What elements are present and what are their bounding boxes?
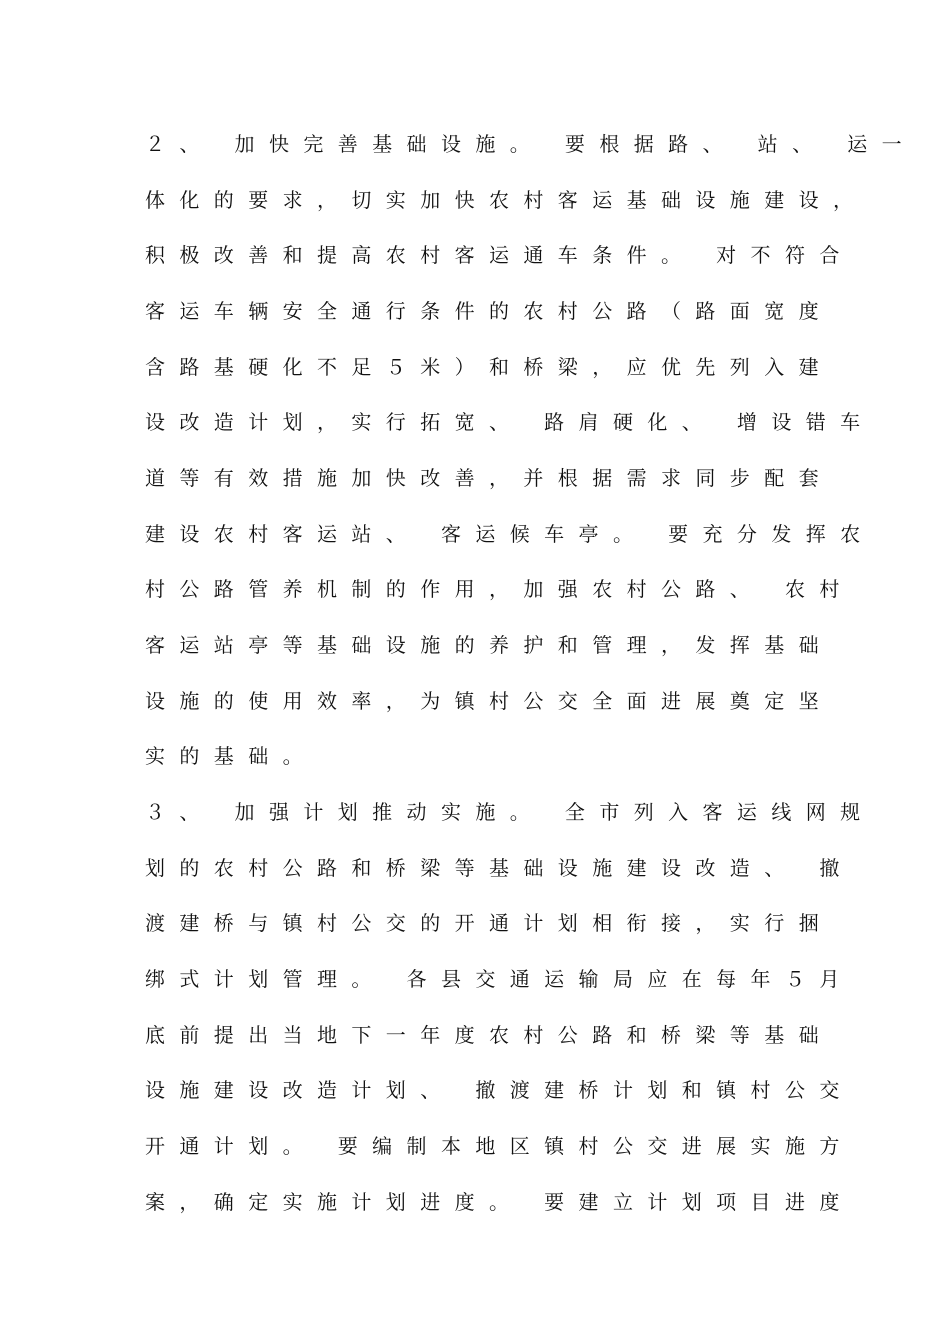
paragraph-2-line-12: 实的基础。 (145, 744, 317, 768)
paragraph-3-line-4: 绑式计划管理。 各县交通运输局应在每年５月 (145, 967, 854, 991)
paragraph-3-line-8: 案，确定实施计划进度。 要建立计划项目进度 (145, 1190, 854, 1214)
paragraph-2-line-2: 体化的要求，切实加快农村客运基础设施建设， (145, 188, 868, 212)
paragraph-3-line-5: 底前提出当地下一年度农村公路和桥梁等基础 (145, 1023, 833, 1047)
paragraph-2-line-6: 设改造计划，实行拓宽、 路肩硬化、 增设错车 (145, 410, 875, 434)
paragraph-3-line-1: ３、 加强计划推动实施。 全市列入客运线网规 (145, 800, 875, 824)
paragraph-2-line-10: 客运站亭等基础设施的养护和管理，发挥基础 (145, 633, 833, 657)
paragraph-3-line-2: 划的农村公路和桥梁等基础设施建设改造、 撤 (145, 856, 854, 880)
paragraph-2-line-3: 积极改善和提高农村客运通车条件。 对不符合 (145, 243, 854, 267)
paragraph-2-line-1: ２、 加快完善基础设施。 要根据路、 站、 运一 (145, 132, 917, 156)
paragraph-3-line-6: 设施建设改造计划、 撤渡建桥计划和镇村公交 (145, 1078, 854, 1102)
paragraph-2-line-11: 设施的使用效率，为镇村公交全面进展奠定坚 (145, 689, 833, 713)
paragraph-2-line-9: 村公路管养机制的作用，加强农村公路、 农村 (145, 577, 854, 601)
paragraph-2-line-5: 含路基硬化不足５米）和桥梁，应优先列入建 (145, 355, 833, 379)
paragraph-2-line-8: 建设农村客运站、 客运候车亭。 要充分发挥农 (145, 522, 875, 546)
paragraph-2-line-7: 道等有效措施加快改善，并根据需求同步配套 (145, 466, 833, 490)
paragraph-3-line-7: 开通计划。 要编制本地区镇村公交进展实施方 (145, 1134, 854, 1158)
paragraph-2-line-4: 客运车辆安全通行条件的农村公路（路面宽度 (145, 299, 833, 323)
paragraph-3-line-3: 渡建桥与镇村公交的开通计划相衔接，实行捆 (145, 911, 833, 935)
